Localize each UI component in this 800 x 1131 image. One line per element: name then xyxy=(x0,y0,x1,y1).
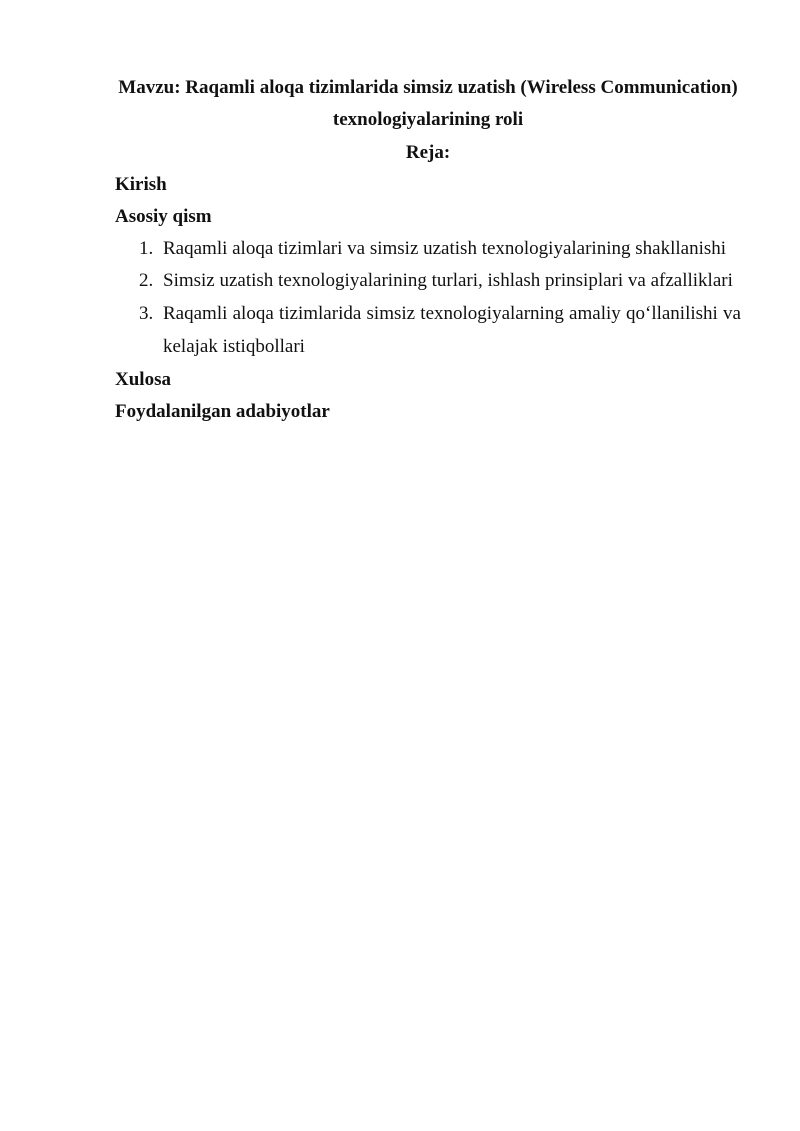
section-conclusion: Xulosa xyxy=(115,369,171,390)
list-item-text: Simsiz uzatish texnologiyalarining turlari, ishlash prinsiplari va afzalliklari xyxy=(163,270,733,291)
document-title-line-2: texnologiyalarining roli xyxy=(332,109,524,130)
section-main: Asosiy qism xyxy=(115,206,212,227)
list-item-text-line-2: kelajak istiqbollari xyxy=(163,336,305,357)
section-intro: Kirish xyxy=(115,174,167,195)
list-item-text: Raqamli aloqa tizimlari va simsiz uzatish texnologiyalarining shakllanishi xyxy=(163,238,727,259)
list-item-number: 1. xyxy=(139,238,154,259)
list-item-text-line-1: Raqamli aloqa tizimlarida simsiz texnologiyalarning amaliy qo‘llanilishi va xyxy=(163,303,741,324)
list-item-number: 3. xyxy=(139,303,154,324)
plan-heading: Reja: xyxy=(405,142,451,163)
list-item-number: 2. xyxy=(139,270,154,291)
document-title-line-1: Mavzu: Raqamli aloqa tizimlarida simsiz uzatish (Wireless Communication) xyxy=(118,77,738,98)
section-references: Foydalanilgan adabiyotlar xyxy=(115,401,330,422)
